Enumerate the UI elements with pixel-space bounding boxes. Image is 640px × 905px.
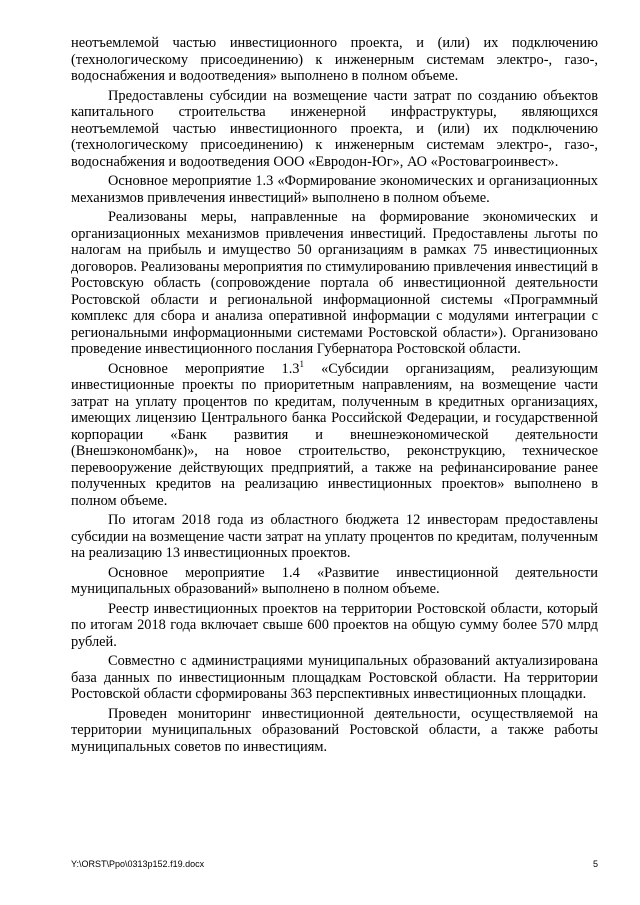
paragraph-measure-1-3-1 <box>71 358 599 510</box>
paragraph-project-registry: Реестр инвестиционных проектов на территории Ростовской области, который по итогам 2018 года включает свыше 600 проектов на общую сумму более 570 млрд рублей. <box>71 600 598 650</box>
measure-1-3-1-lead: Основное мероприятие 1.3 <box>108 360 300 377</box>
document-body <box>71 35 598 755</box>
paragraph-monitoring: Проведен мониторинг инвестиционной деятельности, осуществляемой на территории муниципальных образований Ростовской области, а также работы муниципальных советов по инвестициям. <box>71 705 598 755</box>
paragraph-subsidies-2018: По итогам 2018 года из областного бюджета 12 инвесторам предоставлены субсидии на возмещение части затрат на уплату процентов по кредитам, полученным на реализацию 13 инвестиционных проектов. <box>71 512 598 561</box>
measure-1-3-1-superscript: 1 <box>299 358 305 369</box>
page-number: 5 <box>592 859 598 869</box>
measure-1-3-1-text: «Субсидии организациям, реализующим инвестиционные проекты по приоритетным направлениям, на возмещение части затрат на уплату процентов по кредитам, полученным в кредитных организациях, имеющих лицензию Центрального банка Российской Федерации, и государственной корпорации «Банк развития и внешнеэкономической деятельности (Внешэкономбанк)», на новое строительство, реконструкцию, техническое перевооружение действующих предприятий, а также на рефинансирование ранее полученных кредитов на реализацию инвестиционных проектов» выполнено в полном объеме. <box>71 360 599 509</box>
paragraph-continuation: неотъемлемой частью инвестиционного проекта, и (или) их подключению (технологическому присоединению) к инженерным системам электро-, газо-, водоснабжения и водоотведения» выполнено в полном объеме. <box>71 35 598 84</box>
paragraph-measure-1-4: Основное мероприятие 1.4 «Развитие инвестиционной деятельности муниципальных образований» выполнено в полном объеме. <box>71 564 598 597</box>
page-footer <box>71 858 598 870</box>
paragraph-subsidies-infrastructure: Предоставлены субсидии на возмещение части затрат по созданию объектов капитального строительства инженерной инфраструктуры, являющихся неотъемлемой частью инвестиционного проекта, и (или) их подключению (технологическому присоединению) к инженерным системам электро-, газо-, водоснабжения и водоотведения ООО «Евродон-Юг», АО «Ростовагроинвест». <box>71 87 598 170</box>
paragraph-investment-mechanisms: Реализованы меры, направленные на формирование экономических и организационных механизмов привлечения инвестиций. Предоставлены льготы по налогам на прибыль и имущество 50 организациям в рамках 75 инвестиционных договоров. Реализованы мероприятия по стимулированию привлечения инвестиций в Ростовскую область (сопровождение портала об инвестиционной деятельности Ростовской области и региональной информационной системы «Программный комплекс для сбора и анализа оперативной информации с модулями интеграции с региональными информационными системами Ростовской области»). Организовано проведение инвестиционного послания Губернатора Ростовской области. <box>71 209 598 357</box>
paragraph-investment-sites: Совместно с администрациями муниципальных образований актуализирована база данных по инвестиционным площадкам Ростовской области. На территории Ростовской области сформированы 363 перспективных инвестиционных площадки. <box>71 653 598 702</box>
paragraph-measure-1-3: Основное мероприятие 1.3 «Формирование экономических и организационных механизмов привлечения инвестиций» выполнено в полном объеме. <box>71 173 598 206</box>
footer-file-path: Y:\ORST\Ppo\0313p152.f19.docx <box>71 859 205 869</box>
